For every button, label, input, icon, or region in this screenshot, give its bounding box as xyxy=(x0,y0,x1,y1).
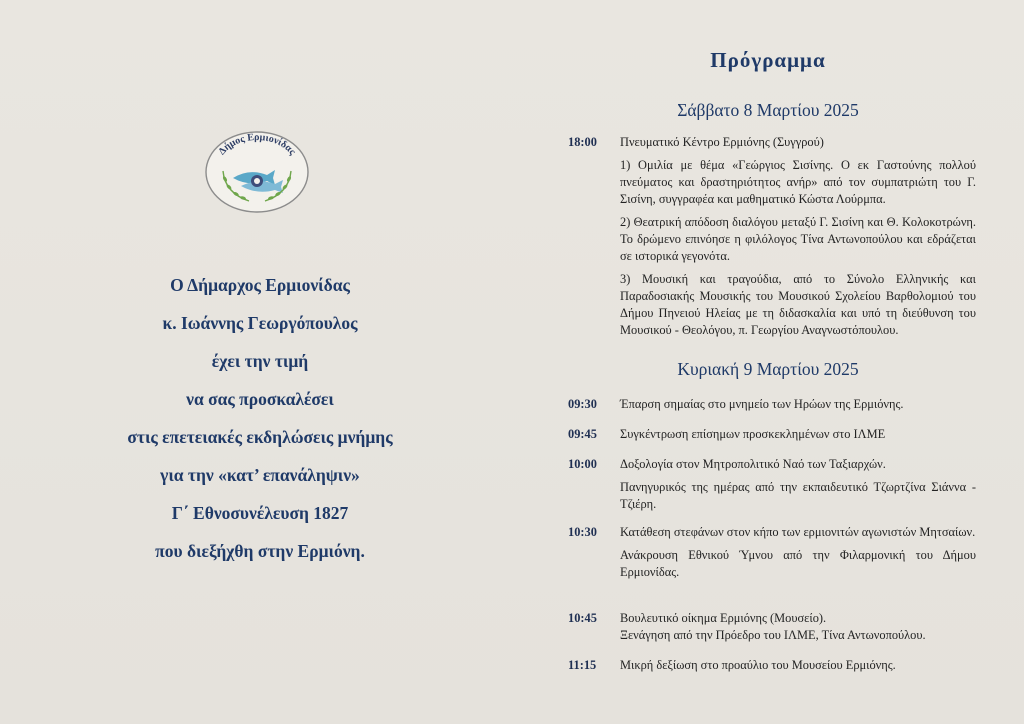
invitation-line: για την «κατ’ επανάληψιν» xyxy=(160,465,360,485)
entry-text: Συγκέντρωση επίσημων προσκεκλημένων στο ΙΛΜΕ xyxy=(620,427,886,441)
invitation-line: έχει την τιμή xyxy=(211,351,309,371)
entry-time: 18:00 xyxy=(568,135,597,149)
entry-time: 10:00 xyxy=(568,457,597,471)
entry-time: 10:30 xyxy=(568,525,597,539)
schedule-entry xyxy=(568,610,988,650)
logo-text: Δήμος Ερμιονίδας xyxy=(216,131,298,158)
invitation-line: που διεξήχθη στην Ερμιόνη. xyxy=(155,541,365,561)
municipality-logo xyxy=(205,131,309,213)
entry-text: Πνευματικό Κέντρο Ερμιόνης (Συγγρού) xyxy=(620,135,824,149)
day-heading-sunday: Κυριακή 9 Μαρτίου 2025 xyxy=(677,359,859,379)
schedule-entry xyxy=(568,657,988,680)
entry-time: 11:15 xyxy=(568,658,597,672)
entry-time: 09:45 xyxy=(568,427,597,441)
invitation-line: Γ΄ Εθνοσυνέλευση 1827 xyxy=(171,503,349,523)
invitation-line: Ο Δήμαρχος Ερμιονίδας xyxy=(170,275,350,295)
program-title: Πρόγραμμα xyxy=(710,48,826,72)
entry-text: Κατάθεση στεφάνων στον κήπο των ερμιονιτών αγωνιστών Μητσαίων. xyxy=(620,525,976,539)
municipality-seal-icon xyxy=(205,131,309,213)
invitation-line: κ. Ιωάννης Γεωργόπουλος xyxy=(162,313,358,333)
invitation-line: να σας προσκαλέσει xyxy=(186,389,334,409)
schedule-entry xyxy=(568,524,988,587)
entry-text: 1) Ομιλία με θέμα «Γεώργιος Σισίνης. Ο εκ Γαστούνης πολλού πνεύματος και δραστηριότητος ανήρ» από τον συμπατριώτη του Γ. Σισίνη, συγγραφέα και μαθηματικό Κώστα Λούρμπα. xyxy=(620,158,976,206)
entry-text: Πανηγυρικός της ημέρας από την εκπαιδευτικό Τζωρτζίνα Σιάννα - Τζιέρη. xyxy=(620,480,976,511)
entry-text: Δοξολογία στον Μητροπολιτικό Ναό των Ταξιαρχών. xyxy=(620,457,886,471)
entry-text: 2) Θεατρική απόδοση διαλόγου μεταξύ Γ. Σισίνη και Θ. Κολοκοτρώνη. Το δρώμενο επινόησε η φιλόλογος Τίνα Αντωνοπούλου και εδράζεται σε ιστορικά γεγονότα. xyxy=(620,215,976,263)
entry-time: 09:30 xyxy=(568,397,597,411)
entry-text: Βουλευτικό οίκημα Ερμιόνης (Μουσείο). xyxy=(620,611,827,625)
entry-text: Μικρή δεξίωση στο προαύλιο του Μουσείου Ερμιόνης. xyxy=(620,658,896,672)
invitation-text xyxy=(60,266,460,570)
invitation-line: στις επετειακές εκδηλώσεις μνήμης xyxy=(127,427,393,447)
program-panel xyxy=(512,0,1024,724)
day-heading-saturday: Σάββατο 8 Μαρτίου 2025 xyxy=(677,100,859,120)
schedule-entry xyxy=(568,134,988,345)
entry-time: 10:45 xyxy=(568,611,597,625)
entry-text: Έπαρση σημαίας στο μνημείο των Ηρώων της Ερμιόνης. xyxy=(620,397,904,411)
entry-text: 3) Μουσική και τραγούδια, από το Σύνολο Ελληνικής και Παραδοσιακής Μουσικής του Μουσικού Σχολείου Βαρθολομιού του Δήμου Πηνειού Ηλείας με τη διδασκαλία και υπό τη διεύθυνση του Μουσικού - Θεολόγου, π. Γεωργίου Αναγνωστόπουλου. xyxy=(620,272,976,337)
schedule-entry xyxy=(568,456,988,519)
entry-text: Ανάκρουση Εθνικού Ύμνου από την Φιλαρμονική του Δήμου Ερμιονίδας. xyxy=(620,548,976,579)
entry-text: Ξενάγηση από την Πρόεδρο του ΙΛΜΕ, Τίνα Αντωνοπούλου. xyxy=(620,628,926,642)
schedule-entry xyxy=(568,426,988,449)
schedule-entry xyxy=(568,396,988,419)
